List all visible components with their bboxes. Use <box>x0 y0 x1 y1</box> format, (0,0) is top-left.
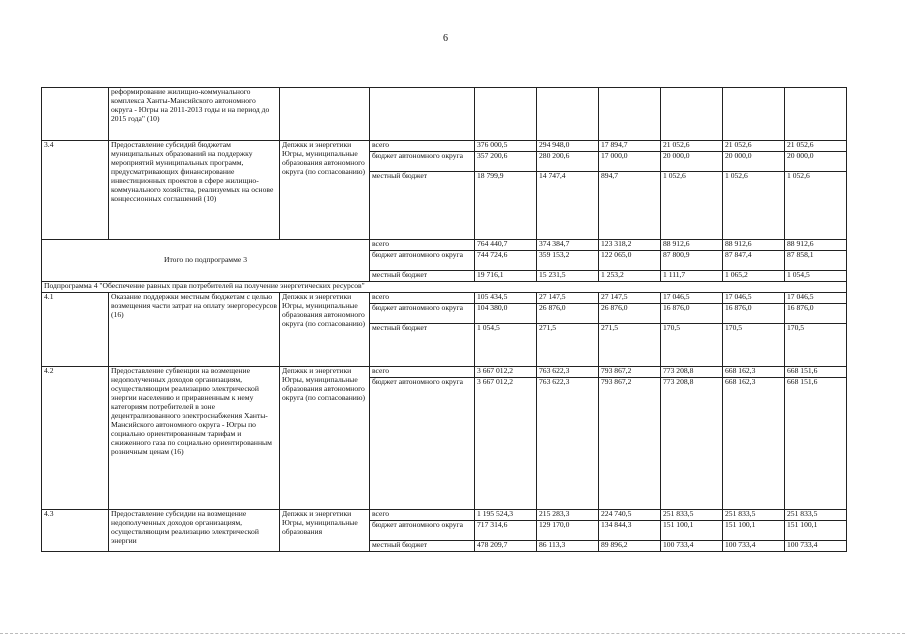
value: 20 000,0 <box>661 152 723 172</box>
scan-artifact <box>0 633 905 635</box>
label-local-budget: местный бюджет <box>370 172 475 240</box>
value: 271,5 <box>599 324 661 367</box>
value: 764 440,7 <box>475 240 537 251</box>
row-number: 4.1 <box>42 293 109 367</box>
value: 280 200,6 <box>537 152 599 172</box>
value: 17 046,5 <box>723 293 785 304</box>
value: 134 844,3 <box>599 521 661 541</box>
value: 359 153,2 <box>537 251 599 271</box>
value: 773 208,8 <box>661 378 723 510</box>
subtotal-label: Итого по подпрограмме 3 <box>42 240 370 282</box>
value: 1 052,6 <box>723 172 785 240</box>
value: 151 100,1 <box>785 521 847 541</box>
value: 170,5 <box>785 324 847 367</box>
value: 1 253,2 <box>599 271 661 282</box>
value: 20 000,0 <box>723 152 785 172</box>
value: 793 867,2 <box>599 378 661 510</box>
value: 1 111,7 <box>661 271 723 282</box>
label-local-budget: местный бюджет <box>370 271 475 282</box>
value: 3 667 012,2 <box>475 378 537 510</box>
measure-text: Предоставление субсидий бюджетам муниципальных образований на поддержку мероприятий муниципальных программ, предусматривающих финансирование инвестиционных проектов в сфере жилищно-коммунального хозяйства, реализуемых на основе концессионных соглашений (10) <box>109 141 280 240</box>
value: 16 876,0 <box>723 304 785 324</box>
value: 87 800,9 <box>661 251 723 271</box>
value: 21 052,6 <box>723 141 785 152</box>
value: 668 162,3 <box>723 378 785 510</box>
value: 1 195 524,3 <box>475 510 537 521</box>
value: 17 046,5 <box>661 293 723 304</box>
value: 170,5 <box>661 324 723 367</box>
value: 478 209,7 <box>475 541 537 552</box>
cell-text: реформирование жилищно-коммунального комплекса Ханты-Мансийского автономного округа - Югры на 2011-2013 годы и на период до 2015 года" (10) <box>109 88 280 141</box>
value: 100 733,4 <box>723 541 785 552</box>
value: 100 733,4 <box>661 541 723 552</box>
value: 87 847,4 <box>723 251 785 271</box>
executor-text: Депжкк и энергетики Югры, муниципальные образования автономного округа (по согласованию) <box>280 293 370 367</box>
value: 122 065,0 <box>599 251 661 271</box>
value: 773 208,8 <box>661 367 723 378</box>
value: 271,5 <box>537 324 599 367</box>
value: 763 622,3 <box>537 378 599 510</box>
subprogram-title: Подпрограмма 4 "Обеспечение равных прав потребителей на получение энергетических ресурсов" <box>42 282 847 293</box>
value: 3 667 012,2 <box>475 367 537 378</box>
value: 123 318,2 <box>599 240 661 251</box>
measure-text: Предоставление субвенции на возмещение недополученных доходов организациям, осуществляющим реализацию электрической энергии населению и приравненным к нему категориям потребителей в зоне децентрализованного электроснабжения Ханты-Мансийского автономного округа - Югры по социально ориентированным тарифам и сжиженного газа по социально ориентированным розничным ценам (16) <box>109 367 280 510</box>
value: 129 170,0 <box>537 521 599 541</box>
label-total: всего <box>370 367 475 378</box>
value: 793 867,2 <box>599 367 661 378</box>
label-region-budget: бюджет автономного округа <box>370 378 475 510</box>
value: 16 876,0 <box>785 304 847 324</box>
value: 294 948,0 <box>537 141 599 152</box>
table-row <box>42 367 847 378</box>
label-region-budget: бюджет автономного округа <box>370 152 475 172</box>
executor-text: Депжкк и энергетики Югры, муниципальные образования автономного округа (по согласованию) <box>280 367 370 510</box>
value: 86 113,3 <box>537 541 599 552</box>
label-region-budget: бюджет автономного округа <box>370 521 475 541</box>
value: 100 733,4 <box>785 541 847 552</box>
label-local-budget: местный бюджет <box>370 324 475 367</box>
label-region-budget: бюджет автономного округа <box>370 304 475 324</box>
value: 1 065,2 <box>723 271 785 282</box>
value: 1 054,5 <box>475 324 537 367</box>
executor-text: Депжкк и энергетики Югры, муниципальные образования <box>280 510 370 552</box>
value: 17 894,7 <box>599 141 661 152</box>
value: 26 876,0 <box>537 304 599 324</box>
value: 17 046,5 <box>785 293 847 304</box>
value: 215 283,3 <box>537 510 599 521</box>
row-number: 3.4 <box>42 141 109 240</box>
value: 668 151,6 <box>785 367 847 378</box>
value: 21 052,6 <box>661 141 723 152</box>
value: 15 231,5 <box>537 271 599 282</box>
value: 88 912,6 <box>723 240 785 251</box>
table-row <box>42 282 847 293</box>
value: 89 896,2 <box>599 541 661 552</box>
table-row <box>42 293 847 304</box>
value: 251 833,5 <box>785 510 847 521</box>
table-row <box>42 88 847 141</box>
value: 20 000,0 <box>785 152 847 172</box>
page-number: 6 <box>443 33 448 44</box>
value: 19 716,1 <box>475 271 537 282</box>
value: 170,5 <box>723 324 785 367</box>
measure-text: Предоставление субсидии на возмещение недополученных доходов организациям, осуществляющим реализацию электрической энергии <box>109 510 280 552</box>
label-total: всего <box>370 240 475 251</box>
row-number: 4.2 <box>42 367 109 510</box>
value: 17 000,0 <box>599 152 661 172</box>
value: 14 747,4 <box>537 172 599 240</box>
value: 763 622,3 <box>537 367 599 378</box>
executor-text: Депжкк и энергетики Югры, муниципальные образования автономного округа (по согласованию) <box>280 141 370 240</box>
value: 668 162,3 <box>723 367 785 378</box>
value: 87 858,1 <box>785 251 847 271</box>
value: 21 052,6 <box>785 141 847 152</box>
value: 744 724,6 <box>475 251 537 271</box>
label-local-budget: местный бюджет <box>370 541 475 552</box>
value: 894,7 <box>599 172 661 240</box>
label-region-budget: бюджет автономного округа <box>370 251 475 271</box>
value: 26 876,0 <box>599 304 661 324</box>
label-total: всего <box>370 510 475 521</box>
label-total: всего <box>370 141 475 152</box>
value: 16 876,0 <box>661 304 723 324</box>
label-total: всего <box>370 293 475 304</box>
value: 374 384,7 <box>537 240 599 251</box>
table-row <box>42 240 847 251</box>
table-row <box>42 141 847 152</box>
value: 1 054,5 <box>785 271 847 282</box>
value: 105 434,5 <box>475 293 537 304</box>
table-row <box>42 510 847 521</box>
value: 668 151,6 <box>785 378 847 510</box>
value: 151 100,1 <box>723 521 785 541</box>
program-table <box>41 87 847 552</box>
value: 251 833,5 <box>661 510 723 521</box>
value: 357 200,6 <box>475 152 537 172</box>
value: 717 314,6 <box>475 521 537 541</box>
value: 224 740,5 <box>599 510 661 521</box>
value: 1 052,6 <box>661 172 723 240</box>
value: 1 052,6 <box>785 172 847 240</box>
value: 251 833,5 <box>723 510 785 521</box>
value: 104 380,0 <box>475 304 537 324</box>
value: 27 147,5 <box>537 293 599 304</box>
value: 88 912,6 <box>661 240 723 251</box>
value: 376 000,5 <box>475 141 537 152</box>
row-number: 4.3 <box>42 510 109 552</box>
measure-text: Оказание поддержки местным бюджетам с целью возмещения части затрат на оплату энергоресурсов (16) <box>109 293 280 367</box>
value: 88 912,6 <box>785 240 847 251</box>
value: 151 100,1 <box>661 521 723 541</box>
value: 27 147,5 <box>599 293 661 304</box>
value: 18 799,9 <box>475 172 537 240</box>
